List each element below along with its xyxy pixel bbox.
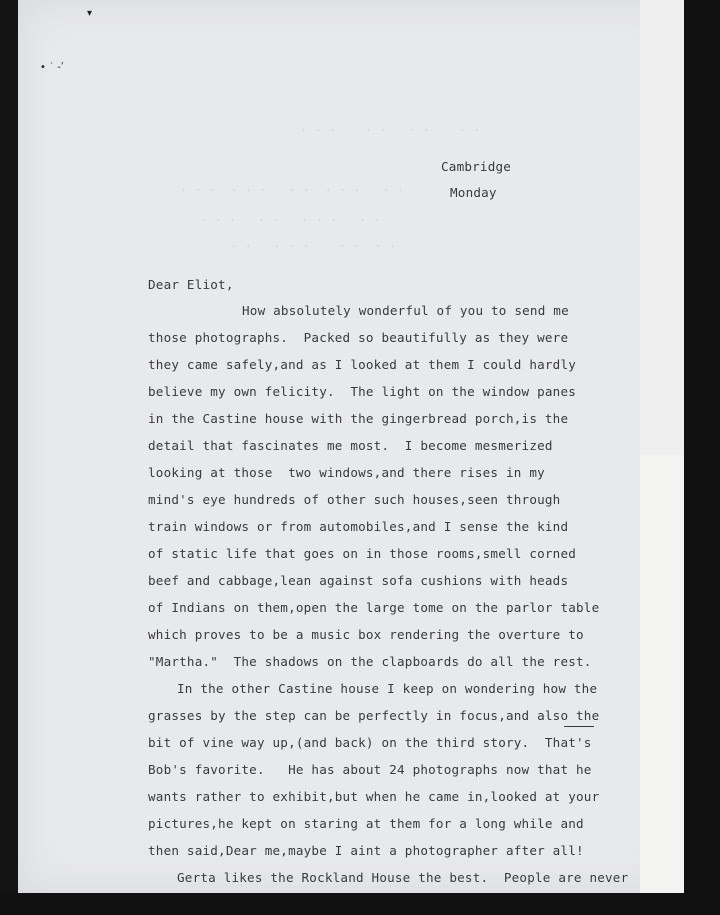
background-bottom — [0, 893, 720, 915]
paper-lower-sheet-edge — [640, 455, 684, 893]
letter-line: How absolutely wonderful of you to send me — [242, 303, 569, 318]
letter-line: grasses by the step can be perfectly in focus,and also the — [148, 708, 600, 723]
letter-line: those photographs. Packed so beautifully as they were — [148, 330, 569, 345]
letter-line: train windows or from automobiles,and I sense the kind — [148, 519, 569, 534]
paper-mark: ▾ — [87, 8, 93, 19]
also-underline — [564, 726, 594, 727]
letter-line: which proves to be a music box rendering the overture to — [148, 627, 584, 642]
letter-line: believe my own felicity. The light on the window panes — [148, 384, 577, 399]
letter-line: they came safely,and as I looked at them I could hardly — [148, 357, 577, 372]
letter-line: pictures,he kept on staring at them for a long while and — [148, 816, 584, 831]
letter-line: In the other Castine house I keep on wondering how the — [177, 681, 598, 696]
letter-line: in the Castine house with the gingerbread porch,is the — [148, 411, 569, 426]
letter-line: of static life that goes on in those rooms,smell corned — [148, 546, 577, 561]
bleed-through-mark: . . . . . . . . . — [230, 236, 397, 250]
letter-salutation: Dear Eliot, — [148, 277, 234, 292]
letter-line: detail that fascinates me most. I become mesmerized — [148, 438, 553, 453]
letter-line: wants rather to exhibit,but when he came in,looked at your — [148, 789, 600, 804]
paper-mark: • ˙ ‐ʹ — [40, 62, 64, 73]
letter-day: Monday — [450, 185, 497, 200]
letter-line: bit of vine way up,(and back) on the third story. That's — [148, 735, 592, 750]
background-edge — [684, 0, 720, 915]
paper-fold-strip — [640, 0, 684, 455]
bleed-through-mark: . . . . . . . . . . . . . — [180, 180, 404, 194]
letter-line: then said,Dear me,maybe I aint a photographer after all! — [148, 843, 584, 858]
letter-place: Cambridge — [441, 159, 512, 174]
letter-line: Gerta likes the Rockland House the best. People are never — [177, 870, 629, 885]
bleed-through-mark: . . . . . . . . . . — [200, 210, 381, 224]
letter-line: looking at those two windows,and there rises in my — [148, 465, 545, 480]
letter-line: mind's eye hundreds of other such houses,seen through — [148, 492, 561, 507]
letter-line: Bob's favorite. He has about 24 photographs now that he — [148, 762, 592, 777]
letter-line: of Indians on them,open the large tome on the parlor table — [148, 600, 600, 615]
bleed-through-mark: . . . . . . . . . — [300, 120, 481, 134]
letter-line: "Martha." The shadows on the clapboards do all the rest. — [148, 654, 592, 669]
letter-line: beef and cabbage,lean against sofa cushions with heads — [148, 573, 569, 588]
